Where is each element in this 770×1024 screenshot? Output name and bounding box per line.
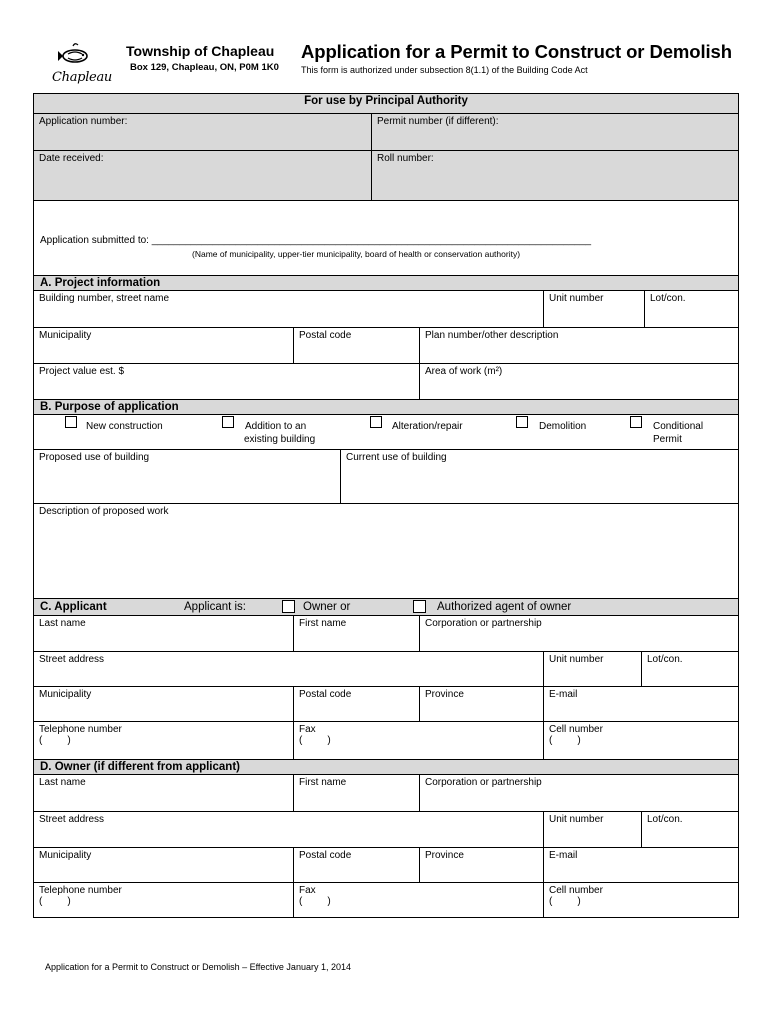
roll-number-label: Roll number: [377, 153, 434, 164]
lot-con-label: Lot/con. [647, 814, 683, 825]
submitted-to-note: (Name of municipality, upper-tier municipality, board of health or conservation authority) [192, 249, 521, 259]
applicant-province-field[interactable] [420, 687, 544, 722]
email-label: E-mail [549, 689, 578, 700]
fax-paren: ( ) [299, 735, 331, 746]
owner-label: Owner or [303, 601, 351, 613]
section-d-heading: D. Owner (if different from applicant) [34, 760, 738, 775]
addition-checkbox[interactable] [222, 416, 234, 428]
fax-label: Fax [299, 724, 316, 735]
roll-number-field[interactable] [372, 151, 738, 201]
proposed-use-label: Proposed use of building [39, 452, 150, 463]
cell-label: Cell number [549, 885, 603, 896]
section-c-heading [34, 599, 738, 616]
owner-fax-field[interactable] [294, 883, 544, 917]
owner-postal-field[interactable] [294, 848, 420, 883]
applicant-corporation-field[interactable] [420, 616, 738, 652]
plan-number-label: Plan number/other description [425, 330, 559, 341]
section-a-heading: A. Project information [34, 276, 738, 291]
postal-code-label: Postal code [299, 689, 352, 700]
province-label: Province [425, 689, 464, 700]
fish-icon [58, 40, 92, 70]
owner-province-field[interactable] [420, 848, 544, 883]
applicant-last-name-field[interactable] [34, 616, 294, 652]
cell-paren: ( ) [549, 896, 581, 907]
unit-number-label: Unit number [549, 293, 604, 304]
logo-text: Chapleau [52, 70, 112, 85]
applicant-cell-field[interactable] [544, 722, 738, 760]
form-subtitle: This form is authorized under subsection 8(1.1) of the Building Code Act [301, 65, 588, 75]
postal-code-field[interactable] [294, 328, 420, 364]
email-label: E-mail [549, 850, 578, 861]
province-label: Province [425, 850, 464, 861]
applicant-first-name-field[interactable] [294, 616, 420, 652]
addition-label-line2: existing building [244, 434, 316, 445]
cell-label: Cell number [549, 724, 603, 735]
owner-first-name-field[interactable] [294, 775, 420, 812]
submitted-to-field[interactable] [34, 201, 738, 276]
owner-telephone-field[interactable] [34, 883, 294, 917]
owner-checkbox[interactable] [282, 600, 295, 613]
permit-number-label: Permit number (if different): [377, 116, 499, 127]
street-address-label: Street address [39, 654, 105, 665]
municipality-label: Municipality [39, 850, 92, 861]
building-number-field[interactable] [34, 291, 544, 328]
authorized-agent-label: Authorized agent of owner [437, 601, 572, 613]
demolition-label: Demolition [539, 421, 587, 432]
owner-cell-field[interactable] [544, 883, 738, 917]
section-c-title: C. Applicant [40, 601, 107, 613]
authorized-agent-checkbox[interactable] [413, 600, 426, 613]
owner-corporation-field[interactable] [420, 775, 738, 812]
form-title: Application for a Permit to Construct or Demolish [301, 41, 732, 62]
applicant-is-label: Applicant is: [184, 601, 247, 613]
postal-code-label: Postal code [299, 850, 352, 861]
permit-form [33, 93, 739, 918]
applicant-street-field[interactable] [34, 652, 544, 687]
applicant-telephone-field[interactable] [34, 722, 294, 760]
street-address-label: Street address [39, 814, 105, 825]
applicant-email-field[interactable] [544, 687, 738, 722]
municipality-label: Municipality [39, 330, 92, 341]
postal-code-label: Postal code [299, 330, 352, 341]
owner-street-field[interactable] [34, 812, 544, 848]
section-b-heading: B. Purpose of application [34, 400, 738, 415]
current-use-field[interactable] [341, 450, 738, 504]
addition-label-line1: Addition to an [245, 421, 307, 432]
submitted-to-label: Application submitted to: _______________________________________________________________________________ [40, 235, 592, 246]
township-address: Box 129, Chapleau, ON, P0M 1K0 [130, 62, 279, 73]
fax-label: Fax [299, 885, 316, 896]
first-name-label: First name [299, 777, 347, 788]
applicant-municipality-field[interactable] [34, 687, 294, 722]
principal-authority-heading: For use by Principal Authority [34, 94, 738, 114]
page-footer: Application for a Permit to Construct or Demolish – Effective January 1, 2014 [45, 962, 351, 972]
conditional-label-line1: Conditional [653, 421, 704, 432]
owner-municipality-field[interactable] [34, 848, 294, 883]
telephone-paren: ( ) [39, 735, 71, 746]
applicant-fax-field[interactable] [294, 722, 544, 760]
permit-number-field[interactable] [372, 114, 738, 151]
description-label: Description of proposed work [39, 506, 169, 517]
owner-email-field[interactable] [544, 848, 738, 883]
owner-lot-con-field[interactable] [642, 812, 738, 848]
lot-con-label: Lot/con. [647, 654, 683, 665]
unit-number-label: Unit number [549, 814, 604, 825]
municipality-label: Municipality [39, 689, 92, 700]
municipality-field[interactable] [34, 328, 294, 364]
corporation-label: Corporation or partnership [425, 777, 542, 788]
lot-con-label: Lot/con. [650, 293, 686, 304]
new-construction-checkbox[interactable] [65, 416, 77, 428]
township-name: Township of Chapleau [126, 43, 275, 59]
telephone-label: Telephone number [39, 724, 122, 735]
area-of-work-field[interactable] [420, 364, 738, 400]
unit-number-label: Unit number [549, 654, 604, 665]
date-received-field[interactable] [34, 151, 372, 201]
alteration-checkbox[interactable] [370, 416, 382, 428]
first-name-label: First name [299, 618, 347, 629]
cell-paren: ( ) [549, 735, 581, 746]
project-value-label: Project value est. $ [39, 366, 125, 377]
telephone-label: Telephone number [39, 885, 122, 896]
conditional-permit-checkbox[interactable] [630, 416, 642, 428]
owner-last-name-field[interactable] [34, 775, 294, 812]
owner-unit-field[interactable] [544, 812, 642, 848]
applicant-postal-field[interactable] [294, 687, 420, 722]
unit-number-field[interactable] [544, 291, 645, 328]
lot-con-field[interactable] [645, 291, 738, 328]
demolition-checkbox[interactable] [516, 416, 528, 428]
proposed-use-field[interactable] [34, 450, 341, 504]
applicant-unit-field[interactable] [544, 652, 642, 687]
description-field[interactable] [34, 504, 738, 599]
last-name-label: Last name [39, 618, 86, 629]
area-of-work-label: Area of work (m²) [425, 366, 503, 377]
building-number-label: Building number, street name [39, 293, 170, 304]
telephone-paren: ( ) [39, 896, 71, 907]
date-received-label: Date received: [39, 153, 104, 164]
fax-paren: ( ) [299, 896, 331, 907]
application-number-label: Application number: [39, 116, 128, 127]
applicant-lot-con-field[interactable] [642, 652, 738, 687]
township-logo [50, 40, 110, 90]
current-use-label: Current use of building [346, 452, 447, 463]
plan-number-field[interactable] [420, 328, 738, 364]
last-name-label: Last name [39, 777, 86, 788]
corporation-label: Corporation or partnership [425, 618, 542, 629]
alteration-label: Alteration/repair [392, 421, 463, 432]
application-number-field[interactable] [34, 114, 372, 151]
new-construction-label: New construction [86, 421, 163, 432]
conditional-label-line2: Permit [653, 434, 682, 445]
project-value-field[interactable] [34, 364, 420, 400]
page-header [0, 0, 770, 92]
purpose-options-row [34, 415, 738, 450]
